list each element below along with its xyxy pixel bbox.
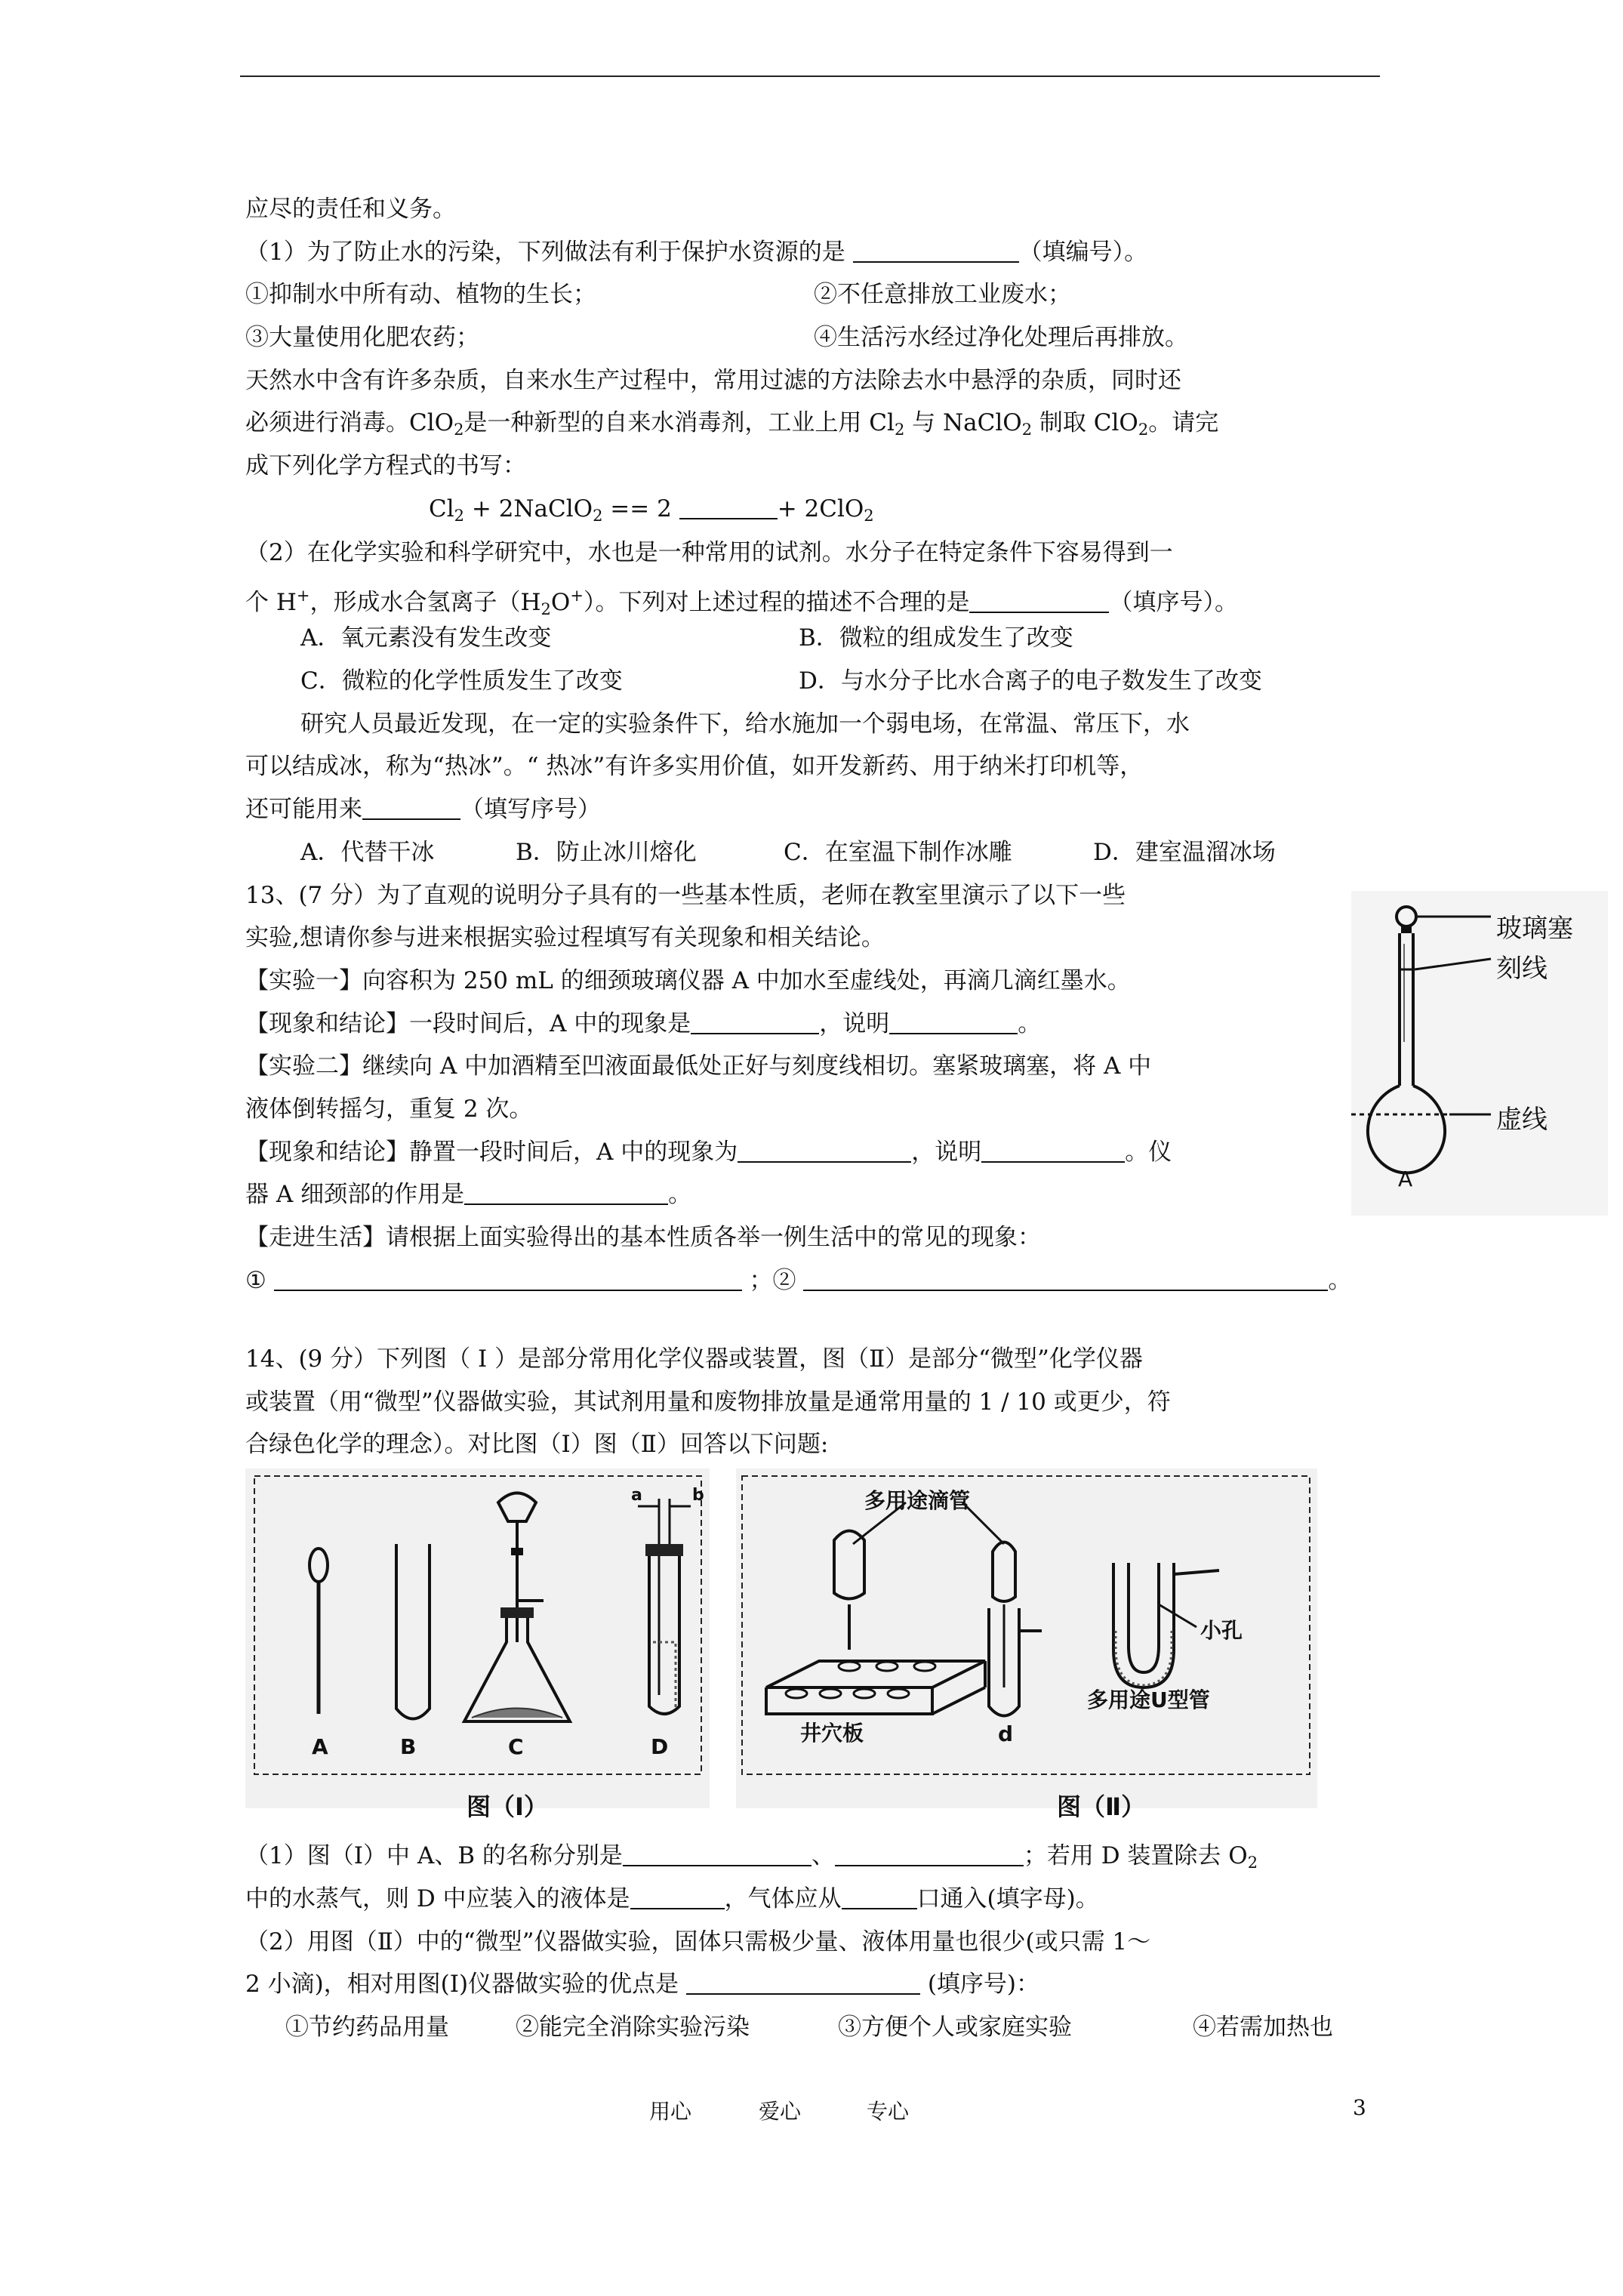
option-d: D．与水分子比水合离子的电子数发生了改变: [799, 667, 1262, 695]
dashed-line-label: 虚线: [1496, 1105, 1548, 1135]
option-3: ③方便个人或家庭实验: [838, 2014, 1072, 2041]
answer-blank[interactable]: [686, 1972, 920, 1995]
mark-label: 刻线: [1496, 954, 1548, 984]
answer-blank[interactable]: [464, 1182, 668, 1205]
answer-blank[interactable]: [362, 797, 460, 820]
text-line: 【实验二】继续向 A 中加酒精至凹液面最低处正好与刻度线相切。塞紧玻璃塞，将 A 中: [245, 1052, 1152, 1080]
option-1: ①抑制水中所有动、植物的生长；: [245, 281, 596, 308]
text-line: 【实验一】向容积为 250 mL 的细颈玻璃仪器 A 中加水至虚线处，再滴几滴红墨水。: [245, 967, 1131, 994]
answer-blank[interactable]: [889, 1012, 1018, 1034]
port-a-label: a: [631, 1486, 642, 1505]
text-line: 可以结成冰，称为“热冰”。“ 热冰”有许多实用价值，如开发新药、用于纳米打印机等，: [245, 753, 1144, 780]
option-b: B．防止冰川熔化: [516, 839, 697, 866]
answer-blank[interactable]: [274, 1268, 742, 1291]
tube-d-label: d: [998, 1721, 1014, 1746]
option-d: D．建室温溜冰场: [1093, 839, 1276, 866]
text-line: ① ；② 。: [245, 1267, 1352, 1294]
figure-2-caption: 图（Ⅱ）: [1057, 1792, 1146, 1821]
figure-1-caption: 图（Ⅰ）: [467, 1792, 548, 1821]
apparatus-a-label: A: [312, 1734, 328, 1759]
question-14: 14、(9 分）下列图（ Ⅰ ）是部分常用化学仪器或装置，图（Ⅱ）是部分“微型”化学仪器: [245, 1345, 1143, 1373]
answer-blank[interactable]: [738, 1140, 911, 1163]
text-line: 必须进行消毒。ClO$_2$是一种新型的自来水消毒剂，工业上用 $Cl_2$ 与 NaClO$_2$ 制取 ClO$_2$。请完: [245, 409, 1219, 439]
option-a: A．氧元素没有发生改变: [300, 624, 552, 652]
answer-blank[interactable]: [835, 1844, 1024, 1866]
text-line: 器 A 细颈部的作用是 。: [245, 1181, 692, 1208]
text-line: 液体倒转摇匀，重复 2 次。: [245, 1096, 533, 1123]
option-3: ③大量使用化肥农药；: [245, 324, 479, 351]
apparatus-d-label: D: [651, 1734, 669, 1759]
answer-blank[interactable]: [691, 1012, 819, 1034]
option-2: ②能完全消除实验污染: [516, 2014, 750, 2041]
question-13: 13、(7 分）为了直观的说明分子具有的一些基本性质，老师在教室里演示了以下一些: [245, 882, 1126, 909]
text-line: （1）图（Ⅰ）中 A、B 的名称分别是 、 ；若用 D 装置除去 $O_2$: [245, 1842, 1258, 1872]
option-b: B．微粒的组成发生了改变: [799, 624, 1073, 652]
answer-blank[interactable]: [630, 1887, 725, 1909]
answer-blank[interactable]: [969, 590, 1109, 613]
answer-blank[interactable]: [623, 1844, 812, 1866]
stopper-label: 玻璃塞: [1496, 914, 1573, 944]
option-4: ④生活污水经过净化处理后再排放。: [814, 324, 1188, 351]
text-line: （2）用图（Ⅱ）中的“微型”仪器做实验，固体只需极少量、液体用量也很少(或只需 1～: [245, 1928, 1151, 1955]
apparatus-b-label: B: [400, 1734, 417, 1759]
text-line: 研究人员最近发现，在一定的实验条件下，给水施加一个弱电场，在常温、常压下，水: [300, 710, 1190, 738]
answer-blank[interactable]: [853, 240, 1019, 263]
small-hole-label: 小孔: [1200, 1618, 1243, 1643]
text-line: 实验,想请你参与进来根据实验过程填写有关现象和相关结论。: [245, 924, 885, 951]
text-line: 应尽的责任和义务。: [245, 196, 456, 223]
port-b-label: b: [692, 1486, 704, 1505]
text-line: 成下列化学方程式的书写：: [245, 452, 526, 479]
option-2: ②不任意排放工业废水；: [814, 281, 1071, 308]
text-line: 天然水中含有许多杂质，自来水生产过程中，常用过滤的方法除去水中悬浮的杂质，同时还: [245, 367, 1181, 394]
option-a: A．代替干冰: [300, 839, 435, 866]
well-plate-label: 井穴板: [800, 1721, 864, 1746]
text-line: 【走进生活】请根据上面实验得出的基本性质各举一例生活中的常见的现象：: [245, 1224, 1041, 1251]
option-c: C．微粒的化学性质发生了改变: [300, 667, 623, 695]
equation: $Cl_2$ + 2NaClO$_2$ == 2 + 2ClO$_2$: [429, 495, 874, 525]
equation-blank[interactable]: [679, 497, 778, 519]
apparatus-c-label: C: [508, 1734, 524, 1759]
question-1: （1）为了防止水的污染，下列做法有利于保护水资源的是 （填编号）。: [245, 239, 1148, 266]
u-tube-label: 多用途U型管: [1087, 1687, 1210, 1712]
text-line: 中的水蒸气，则 D 中应装入的液体是 ，气体应从 口通入(填字母)。: [245, 1885, 1099, 1912]
text-line: 【现象和结论】静置一段时间后，A 中的现象为 ，说明 。仪: [245, 1139, 1172, 1166]
answer-blank[interactable]: [842, 1887, 917, 1909]
answer-blank[interactable]: [803, 1268, 1328, 1291]
option-1: ①节约药品用量: [285, 2014, 449, 2041]
text-line: 或装置（用“微型”仪器做实验，其试剂用量和废物排放量是通常用量的 1 / 10 或更少，符: [245, 1388, 1171, 1416]
text-line: 还可能用来 （填写序号）: [245, 796, 601, 823]
text-line: （2）在化学实验和科学研究中，水也是一种常用的试剂。水分子在特定条件下容易得到一: [245, 539, 1173, 566]
text-line: 2 小滴)，相对用图(Ⅰ)仪器做实验的优点是 (填序号)：: [245, 1971, 1040, 1998]
text-line: 合绿色化学的理念）。对比图（Ⅰ）图（Ⅱ）回答以下问题:: [245, 1431, 829, 1458]
dropper-label: 多用途滴管: [864, 1488, 971, 1513]
footer-item: 爱心: [759, 2099, 802, 2124]
page-number: 3: [1353, 2095, 1366, 2120]
option-4: ④若需加热也: [1193, 2014, 1333, 2041]
footer-item: 专心: [867, 2099, 910, 2124]
text-line: 个 H+，形成水合氢离子$(H_2O^+)$。下列对上述过程的描述不合理的是 （填序号）。: [245, 587, 1238, 618]
header-rule: [240, 76, 1380, 77]
vessel-label: A: [1398, 1166, 1413, 1191]
text-line: 【现象和结论】一段时间后，A 中的现象是 ，说明 。: [245, 1010, 1042, 1037]
answer-blank[interactable]: [981, 1140, 1125, 1163]
option-c: C．在室温下制作冰雕: [784, 839, 1012, 866]
footer-item: 用心: [649, 2099, 692, 2124]
